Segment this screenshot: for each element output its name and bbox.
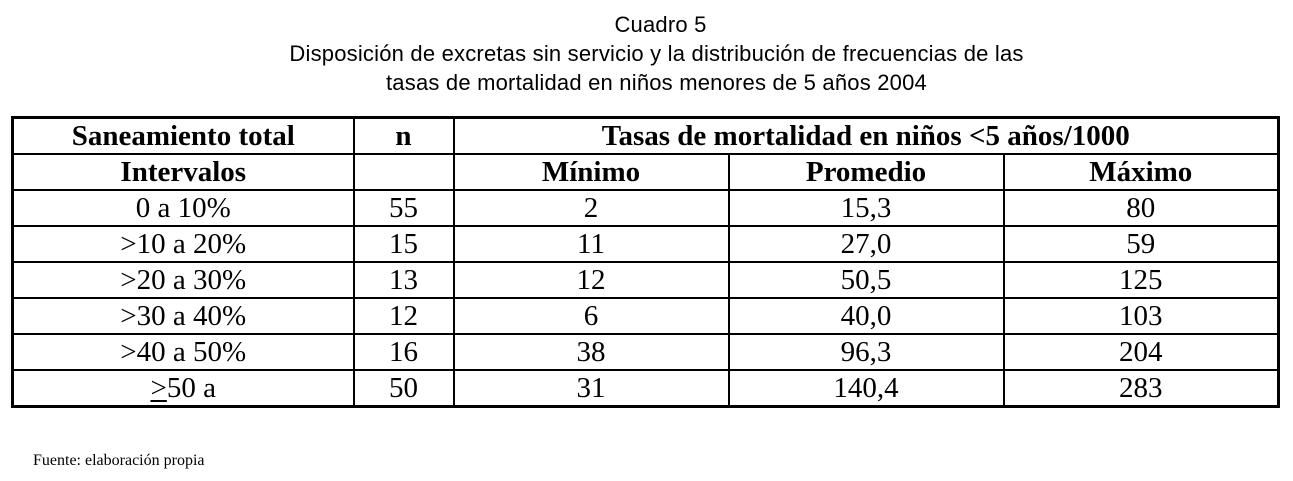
cell-max: 283 [1004, 370, 1279, 407]
caption-title-line-1: Disposición de excretas sin servicio y la distribución de frecuencias de las [289, 41, 1024, 66]
cell-n: 55 [354, 190, 454, 226]
table-row [13, 370, 1279, 407]
cell-max: 59 [1004, 226, 1279, 262]
cell-interval: >30 a 40% [13, 298, 354, 334]
cell-interval [13, 370, 354, 407]
cell-max: 125 [1004, 262, 1279, 298]
cell-min: 12 [454, 262, 729, 298]
cell-min: 31 [454, 370, 729, 407]
cell-n: 13 [354, 262, 454, 298]
header-n: n [354, 118, 454, 155]
header-n-empty [354, 154, 454, 190]
cell-avg: 140,4 [729, 370, 1004, 407]
cell-max: 103 [1004, 298, 1279, 334]
cell-max: 204 [1004, 334, 1279, 370]
cell-avg: 15,3 [729, 190, 1004, 226]
header-mortality-rates: Tasas de mortalidad en niños <5 años/1000 [454, 118, 1279, 155]
table-caption [0, 10, 1293, 97]
table-header-row-2 [13, 154, 1279, 190]
source-note: Fuente: elaboración propia [33, 452, 205, 469]
cell-max: 80 [1004, 190, 1279, 226]
cell-interval-text: 50 a [166, 372, 216, 404]
header-minimo: Mínimo [454, 154, 729, 190]
cell-avg: 27,0 [729, 226, 1004, 262]
cell-avg: 50,5 [729, 262, 1004, 298]
header-maximo: Máximo [1004, 154, 1279, 190]
caption-title-line-2: tasas de mortalidad en niños menores de 5 años 2004 [386, 70, 927, 95]
cell-min: 38 [454, 334, 729, 370]
header-saneamiento-total: Saneamiento total [13, 118, 354, 155]
table-row [13, 298, 1279, 334]
caption-number: Cuadro 5 [614, 12, 707, 37]
table-header-row-1 [13, 118, 1279, 155]
cell-min: 2 [454, 190, 729, 226]
cell-min: 6 [454, 298, 729, 334]
table-row [13, 226, 1279, 262]
cell-n: 50 [354, 370, 454, 407]
cell-min: 11 [454, 226, 729, 262]
table-row [13, 334, 1279, 370]
cell-avg: 96,3 [729, 334, 1004, 370]
header-intervalos: Intervalos [13, 154, 354, 190]
cell-n: 15 [354, 226, 454, 262]
table-row [13, 190, 1279, 226]
cell-interval: >10 a 20% [13, 226, 354, 262]
cell-avg: 40,0 [729, 298, 1004, 334]
cell-interval: >20 a 30% [13, 262, 354, 298]
greater-or-equal-symbol: > [150, 372, 167, 404]
header-promedio: Promedio [729, 154, 1004, 190]
cell-interval: >40 a 50% [13, 334, 354, 370]
cell-interval: 0 a 10% [13, 190, 354, 226]
table-row [13, 262, 1279, 298]
cell-n: 12 [354, 298, 454, 334]
mortality-table [11, 116, 1280, 408]
cell-n: 16 [354, 334, 454, 370]
